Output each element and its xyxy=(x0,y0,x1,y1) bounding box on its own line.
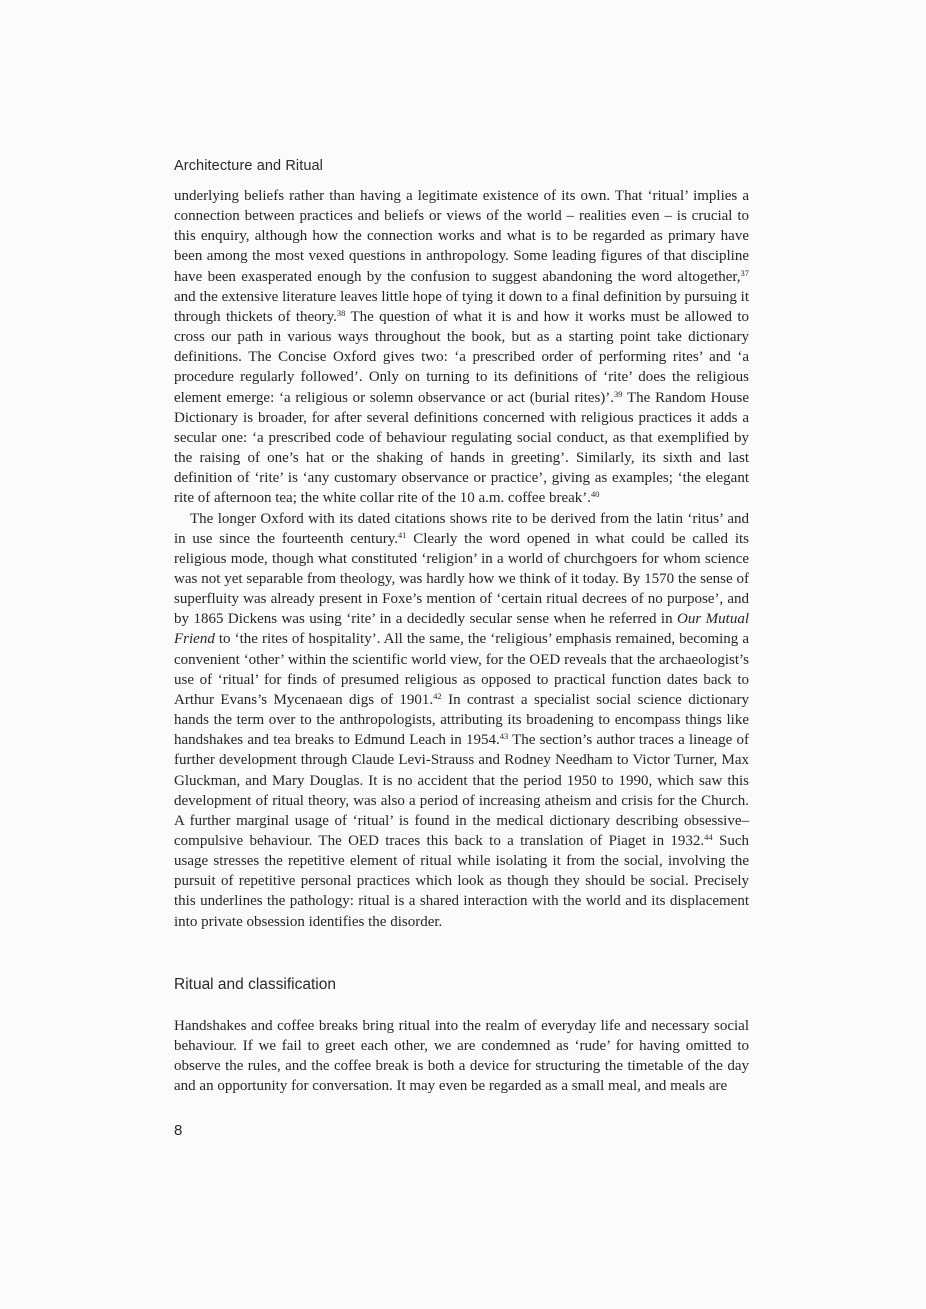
italic-title: Our Mutual Friend xyxy=(174,611,750,648)
text-run: In contrast a specialist social science dictionary hands the term over to the anthropologists, attributing its broadening to encompass things like handshakes and tea breaks to Edmund Leach in 1954. xyxy=(174,691,750,749)
paragraph-3: Handshakes and coffee breaks bring ritual into the realm of everyday life and necessary social behaviour. If we fail to greet each other, we are condemned as ‘rude’ for having omitted to observe the rules, and the coffee break is both a device for structuring the timetable of the day and an opportunity for conversation. It may even be regarded as a small meal, and meals are xyxy=(174,1018,749,1095)
body-text-section xyxy=(174,1016,749,1097)
body-text xyxy=(174,186,749,932)
text-run: The question of what it is and how it works must be allowed to cross our path in various ways throughout the book, but as a starting point take dictionary definitions. The Concise Oxford gives two: ‘a prescribed order of performing rites’ and ‘a procedure regularly followed’. Only on turning to its definitions of ‘rite’ does the religious element emerge: ‘a religious or solemn observance or act (burial rites)’. xyxy=(174,308,749,406)
text-run: The longer Oxford with its dated citations shows rite to be derived from the latin ‘ritus’ and in use since the fourteenth century. xyxy=(174,510,749,547)
text-run: Clearly the word opened in what could be called its religious mode, though what constituted ‘religion’ in a world of churchgoers for whom science was not yet separable from theology, was hardly how we think of it today. By 1570 the sense of superfluity was already present in Foxe’s mention of ‘certain ritual decrees of no purpose’, and by 1865 Dickens was using ‘rite’ in a decidedly secular sense when he referred in xyxy=(174,530,749,628)
footnote-marker: 40 xyxy=(591,489,600,500)
text-run: and the extensive literature leaves little hope of tying it down to a final definition by pursuing it through thickets of theory. xyxy=(174,288,749,325)
text-run: underlying beliefs rather than having a legitimate existence of its own. That ‘ritual’ implies a connection between practices and beliefs or views of the world – realities even – is crucial to this enquiry, although how the connection works and what is to be regarded as primary have been among the most vexed questions in anthropology. Some leading figures of that discipline have been exasperated enough by the confusion to suggest abandoning the word altogether, xyxy=(174,188,749,285)
footnote-marker: 41 xyxy=(398,529,407,540)
footnote-marker: 42 xyxy=(433,690,442,701)
footnote-marker: 44 xyxy=(704,832,713,842)
footnote-marker: 37 xyxy=(740,267,749,278)
text-run: to ‘the rites of hospitality’. All the same, the ‘religious’ emphasis remained, becoming a convenient ‘other’ within the scientific world view, for the OED reveals that the archaeologist’s use of ‘ritual’ for finds of presumed religious as opposed to practical function dates back to Arthur Evans’s Mycenaean digs of 1901. xyxy=(174,631,749,708)
paragraph-2 xyxy=(174,509,749,932)
footnote-marker: 38 xyxy=(336,307,346,318)
text-run: The Random House Dictionary is broader, for after several definitions concerned with religious practices it adds a secular one: ‘a prescribed code of behaviour regulating social conduct, as that exemplified by the raising of one’s hat or the shaking of hands in greeting’. Similarly, its sixth and last definition of ‘rite’ is ‘any customary observance or practice’, giving as examples; ‘the elegant rite of afternoon tea; the white collar rite of the 10 a.m. coffee break’. xyxy=(174,389,750,507)
section-heading: Ritual and classification xyxy=(174,976,336,993)
text-run: Such usage stresses the repetitive element of ritual while isolating it from the social, involving the pursuit of repetitive personal practices which look as though they should be social. Precisely this underlines the pathology: ritual is a shared interaction with the world and its displacement into private obsession identifies the disorder. xyxy=(174,833,749,930)
page-number: 8 xyxy=(174,1122,183,1139)
running-head: Architecture and Ritual xyxy=(174,158,323,174)
footnote-marker: 39 xyxy=(614,388,623,399)
paragraph-1 xyxy=(174,186,749,509)
text-run: The section’s author traces a lineage of further development through Claude Levi-Strauss and Rodney Needham to Victor Turner, Max Gluckman, and Mary Douglas. It is no accident that the period 1950 to 1990, which saw this development of ritual theory, was also a period of increasing atheism and crisis for the Church. A further marginal usage of ‘ritual’ is found in the medical dictionary describing obsessive–compulsive behaviour. The OED traces this back to a translation of Piaget in 1932. xyxy=(174,732,749,849)
footnote-marker: 43 xyxy=(499,731,509,742)
